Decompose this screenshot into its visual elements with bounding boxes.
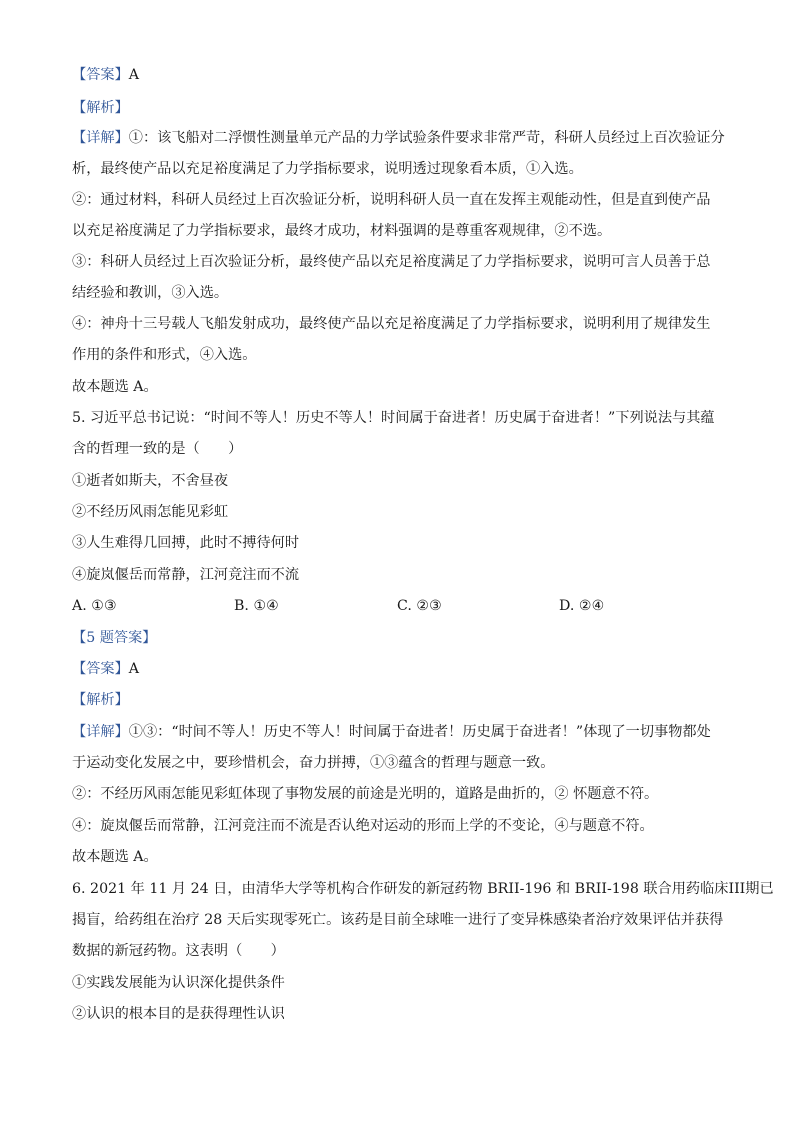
analysis-heading <box>72 690 732 710</box>
question-5-stem: 5. 习近平总书记说：“时间不等人！历史不等人！时间属于奋进者！历史属于奋进者！”下列说法与其蕴 <box>72 410 715 426</box>
paragraph-line: 结经验和教训，③入选。 <box>72 285 229 301</box>
paragraph-line: ④：神舟十三号载人飞船发射成功，最终使产品以充足裕度满足了力学指标要求，说明利用了规律发生 <box>72 316 711 332</box>
paragraph-line: ③：科研人员经过上百次验证分析，最终使产品以充足裕度满足了力学指标要求，说明可言人员善于总 <box>72 254 711 270</box>
detail-line <box>72 128 732 148</box>
question-5-options <box>72 596 732 616</box>
paragraph-line: 以充足裕度满足了力学指标要求，最终才成功，材料强调的是尊重客观规律，②不选。 <box>72 223 612 239</box>
answer-line <box>72 65 732 85</box>
answer-line <box>72 659 732 679</box>
option-a[interactable]: A. ①③ <box>72 598 117 614</box>
paragraph-line: ④：旋岚偃岳而常静，江河竞注而不流是否认绝对运动的形而上学的不变论，④与题意不符。 <box>72 818 654 834</box>
option-b[interactable]: B. ①④ <box>234 598 279 614</box>
detail-text: ①：该飞船对二浮惯性测量单元产品的力学试验条件要求非常严苛，科研人员经过上百次验证分 <box>128 130 725 146</box>
detail-line <box>72 722 732 742</box>
detail-tag: 【详解】 <box>72 724 129 740</box>
analysis-tag: 【解析】 <box>72 100 129 116</box>
analysis-heading <box>72 98 732 118</box>
question-5-answer-heading: 【5 题答案】 <box>72 630 157 646</box>
answer-value: A <box>128 661 140 677</box>
statement-item: ③人生难得几回搏，此时不搏待何时 <box>72 535 300 551</box>
statement-item: ①逝者如斯夫，不舍昼夜 <box>72 473 229 489</box>
answer-tag: 【答案】 <box>72 661 129 677</box>
analysis-tag: 【解析】 <box>72 692 129 708</box>
answer-tag: 【答案】 <box>72 67 129 83</box>
statement-item: ②认识的根本目的是获得理性认识 <box>72 1006 285 1022</box>
question-6-stem: 揭盲，给药组在治疗 28 天后实现零死亡。该药是目前全球唯一进行了变异株感染者治疗效果评估并获得 <box>72 912 724 928</box>
paragraph-line: ②：不经历风雨怎能见彩虹体现了事物发展的前途是光明的，道路是曲折的，② 怀题意不符。 <box>72 786 659 802</box>
question-6-stem: 数据的新冠药物。这表明（ ） <box>72 943 285 959</box>
option-d[interactable]: D. ②④ <box>559 598 605 614</box>
answer-value: A <box>128 67 140 83</box>
question-6-stem: 6. 2021 年 11 月 24 日，由清华大学等机构合作研发的新冠药物 BRII-196 和 BRII-198 联合用药临床III期已 <box>72 881 774 897</box>
statement-item: ④旋岚偃岳而常静，江河竞注而不流 <box>72 567 300 583</box>
paragraph-line: 作用的条件和形式，④入选。 <box>72 347 257 363</box>
detail-tag: 【详解】 <box>72 130 129 146</box>
statement-item: ②不经历风雨怎能见彩虹 <box>72 504 229 520</box>
option-c[interactable]: C. ②③ <box>397 598 442 614</box>
question-5-stem: 含的哲理一致的是（ ） <box>72 441 243 457</box>
detail-text: ①③：“时间不等人！历史不等人！时间属于奋进者！历史属于奋进者！”体现了一切事物都处 <box>128 724 711 740</box>
conclusion-line: 故本题选 A。 <box>72 379 158 395</box>
paragraph-line: 析，最终使产品以充足裕度满足了力学指标要求，说明透过现象看本质，①入选。 <box>72 161 583 177</box>
paragraph-line: 于运动变化发展之中，要珍惜机会，奋力拼搏，①③蕴含的哲理与题意一致。 <box>72 755 555 771</box>
conclusion-line: 故本题选 A。 <box>72 849 158 865</box>
paragraph-line: ②：通过材料，科研人员经过上百次验证分析，说明科研人员一直在发挥主观能动性，但是直到使产品 <box>72 192 711 208</box>
statement-item: ①实践发展能为认识深化提供条件 <box>72 975 285 991</box>
